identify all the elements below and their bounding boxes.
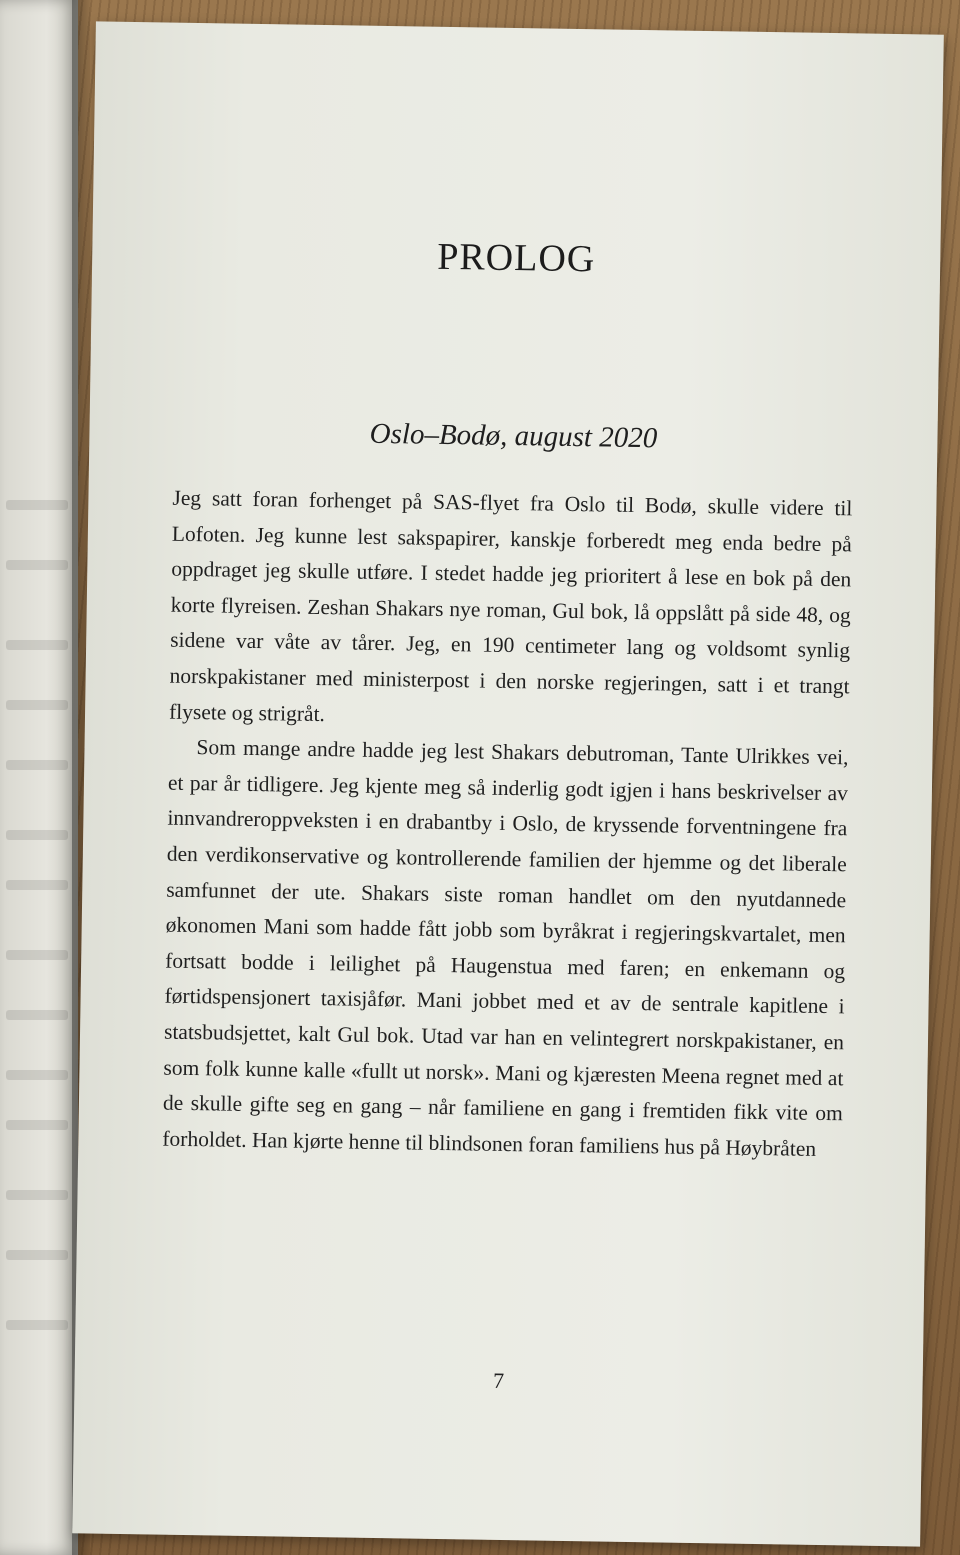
chapter-title: PROLOG	[436, 235, 596, 281]
body-text	[162, 481, 853, 1168]
paragraph: Jeg satt foran forhenget på SAS-flyet fra Oslo til Bodø, skulle videre til Lofoten. Jeg kunne lest sakspapirer, kanskje forberedt meg enda bedre på oppdraget jeg skulle utføre. I stedet hadde jeg prioritert å lese en bok på den korte flyreisen. Zeshan Shakars nye roman, Gul bok, lå oppslått på side 48, og sidene var våte av tårer. Jeg, en 190 centimeter lang og voldsomt synlig norskpakistaner med ministerpost i den norske regjeringen, satt i et trangt flysete og strigråt.	[168, 485, 853, 726]
paragraph: Som mange andre hadde jeg lest Shakars debutroman, Tante Ulrikkes vei, et par år tidligere. Jeg kjente meg så inderlig godt igjen i hans beskrivelser av innvandreroppveksten i en drabantby i Oslo, de kryssende forventningene fra den verdikonservative og kontrollerende familien der hjemme og det liberale samfunnet der ute. Shakars siste roman handlet om den nyutdannede økonomen Mani som hadde fått jobb som byråkrat i regjeringskvartalet, men fortsatt bodde i leilighet på Haugenstua med faren; en enkemann og førtidspensjonert taxisjåfør. Mani jobbet med et av de sentrale kapitlene i statsbudsjettet, kalt Gul bok. Utad var han en velintegrert norskpakistaner, en som folk kunne kalle «fullt ut norsk». Mani og kjæresten Meena regnet med at de skulle gifte seg en gang – når familiene en gang i fremtiden fikk vite om forholdet. Han kjørte henne til blindsonen foran familiens hus på Høybråten	[162, 735, 849, 1161]
chapter-subtitle: Oslo–Bodø, august 2020	[369, 417, 658, 455]
book-page	[72, 21, 944, 1546]
facing-page-edge	[0, 0, 78, 1555]
page-number: 7	[492, 1367, 505, 1394]
